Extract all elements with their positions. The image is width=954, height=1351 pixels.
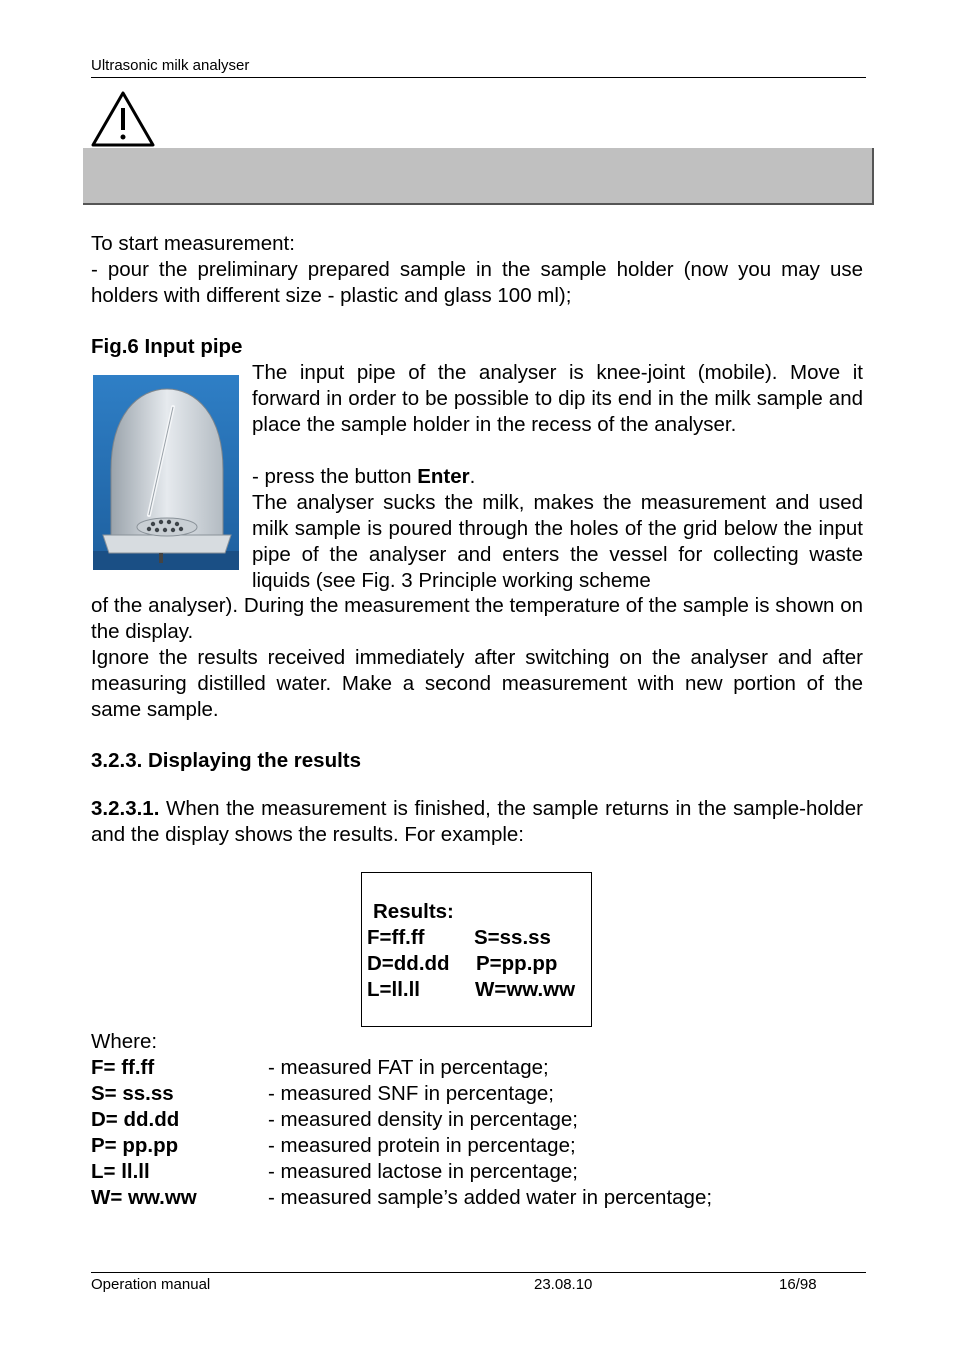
definition-desc: - measured density in percentage; (268, 1108, 578, 1131)
ignore-results-note: Ignore the results received immediately after switching on the analyser and after measuring distilled water. Make a second measurement with new portion of the same sample. (91, 646, 863, 721)
where-label: Where: (91, 1030, 158, 1053)
footer-rule (91, 1272, 866, 1273)
figure-caption: Fig.6 Input pipe (91, 335, 243, 358)
press-suffix: . (469, 465, 476, 488)
footer-page-number: 16/98 (779, 1276, 817, 1293)
definition-desc: - measured SNF in percentage; (268, 1082, 554, 1105)
display-example (361, 872, 592, 1027)
suction-description-continued: of the analyser). During the measurement the temperature of the sample is shown on the display. (91, 594, 863, 643)
press-enter-instruction (252, 464, 863, 490)
display-title: Results: (373, 900, 454, 923)
pipe-description: The input pipe of the analyser is knee-joint (mobile). Move it forward in order to be possible to dip its end in the milk sample and place the sample holder in the recess of the analyser. (252, 361, 863, 436)
definition-key: F= ff.ff (91, 1056, 155, 1079)
definition-key: S= ss.ss (91, 1082, 174, 1105)
enter-key-label: Enter (417, 465, 470, 488)
definition-desc: - measured lactose in percentage; (268, 1160, 578, 1183)
display-density: D=dd.dd (367, 952, 450, 975)
header-rule (91, 77, 866, 78)
definition-key: D= dd.dd (91, 1108, 180, 1131)
subsection-number: 3.2.3.1. (91, 797, 160, 820)
display-protein: P=pp.pp (476, 952, 558, 975)
display-snf: S=ss.ss (474, 926, 551, 949)
display-lactose: L=ll.ll (367, 978, 420, 1001)
press-prefix: - press the button (252, 465, 418, 488)
display-fat: F=ff.ff (367, 926, 425, 949)
page-header-title: Ultrasonic milk analyser (91, 57, 250, 74)
intro-line: To start measurement: (91, 232, 295, 255)
input-pipe-photo (93, 375, 239, 570)
definition-desc: - measured sample’s added water in percentage; (268, 1186, 713, 1209)
warning-box (83, 148, 874, 205)
section-heading: 3.2.3. Displaying the results (91, 749, 362, 772)
suction-description: The analyser sucks the milk, makes the measurement and used milk sample is poured through the holes of the grid below the input pipe of the analyser and enters the vessel for collecting waste liquids (see Fig. 3 Principle working scheme (252, 491, 863, 592)
definition-desc: - measured protein in percentage; (268, 1134, 576, 1157)
footer-date: 23.08.10 (534, 1276, 593, 1293)
definition-key: P= pp.pp (91, 1134, 179, 1157)
footer-manual-title: Operation manual (91, 1276, 211, 1293)
definition-desc: - measured FAT in percentage; (268, 1056, 549, 1079)
definition-key: L= ll.ll (91, 1160, 150, 1183)
display-water: W=ww.ww (475, 978, 576, 1001)
subsection-text: When the measurement is finished, the sample returns in the sample-holder and the display shows the results. For example: (91, 797, 863, 846)
intro-instruction: - pour the preliminary prepared sample in the sample holder (now you may use holders with different size - plastic and glass 100 ml); (91, 258, 863, 307)
warning-triangle-icon (90, 90, 156, 148)
section-paragraph (91, 796, 863, 848)
definition-key: W= ww.ww (91, 1186, 197, 1209)
